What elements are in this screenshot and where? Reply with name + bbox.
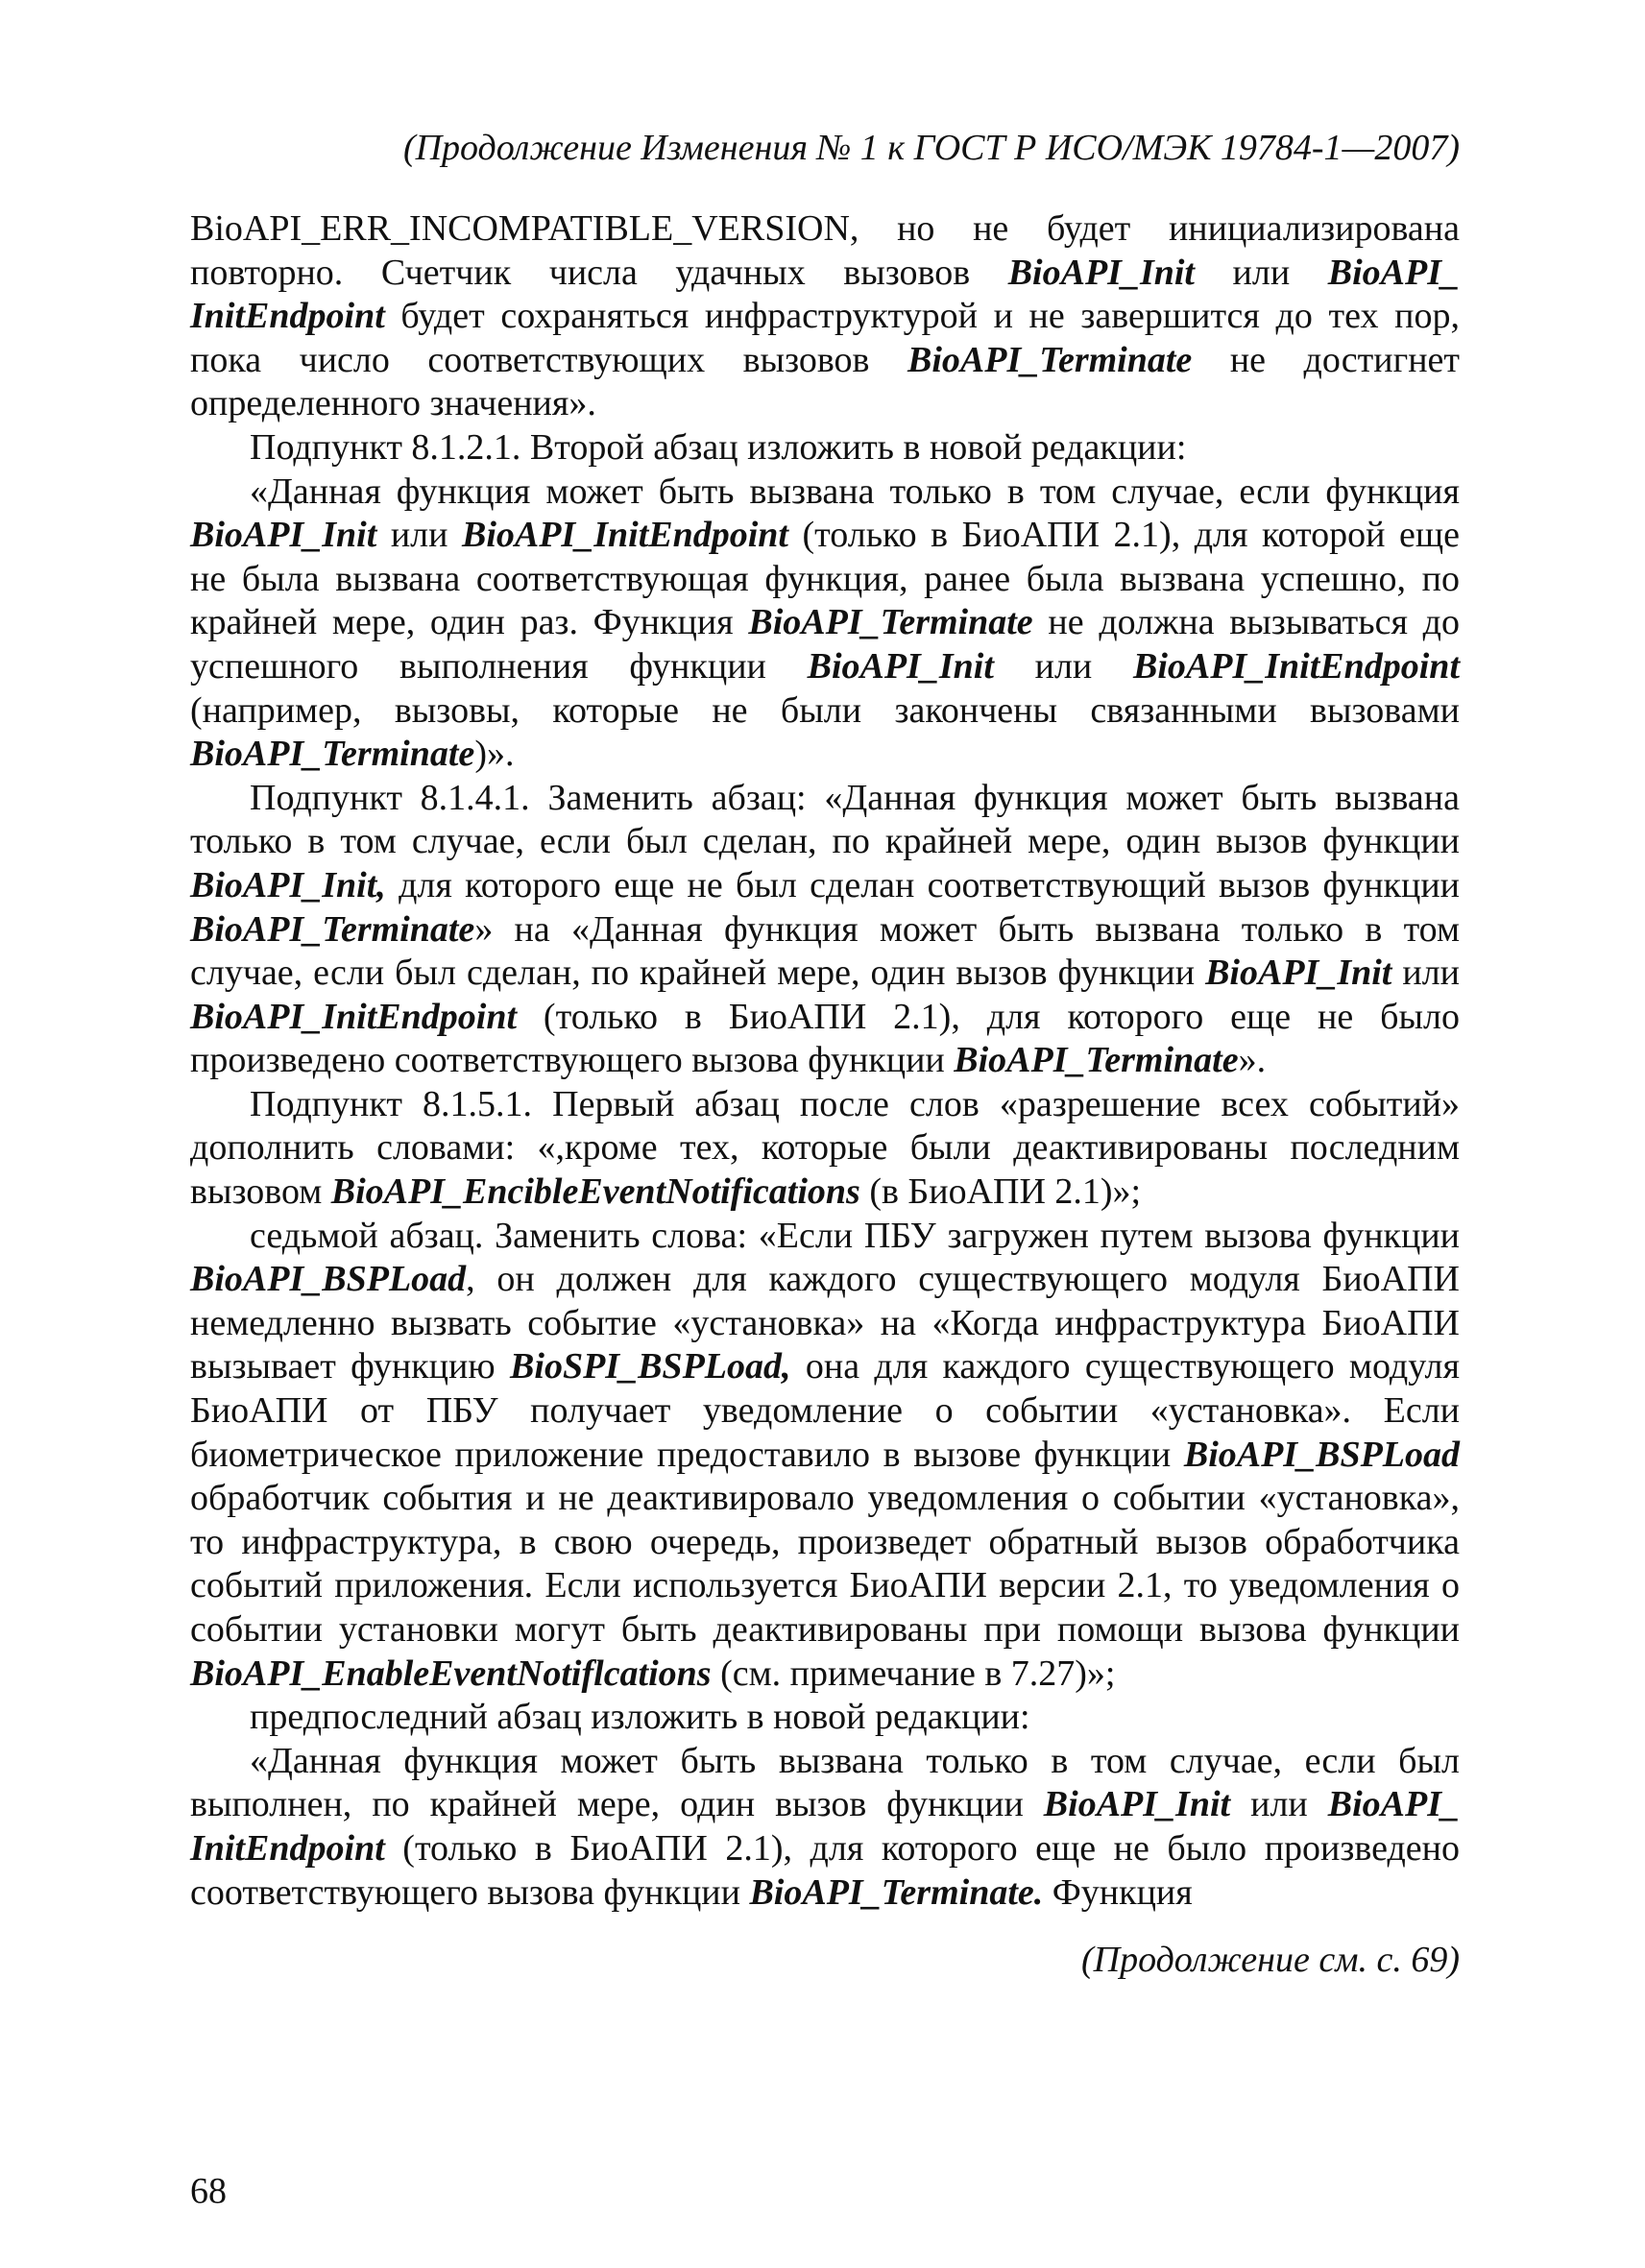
paragraph — [190, 1083, 1460, 1215]
text-segment: «Данная функция может быть вызвана только в том случае, если функция — [250, 470, 1460, 512]
text-segment: «Данная функция может быть вызвана только в том случае, если был выполнен, по крайней мере, один вызов функции — [190, 1740, 1460, 1825]
function-name: BioAPI_Terminate — [190, 908, 475, 950]
text-segment: седьмой абзац. Заменить слова: «Если ПБУ загружен путем вызова функции — [250, 1215, 1460, 1256]
paragraph — [190, 777, 1460, 1083]
continuation-note: (Продолжение см. с. 69) — [1080, 1940, 1460, 1981]
text-segment: )». — [474, 734, 515, 775]
text-segment: ». — [1238, 1040, 1267, 1081]
body-text — [190, 207, 1460, 1915]
text-segment: (только в БиоАПИ 2.1), для которой еще не была вызвана соответствующая функция, ранее была вызвана успешно, по крайней мере, один раз. Функция — [190, 515, 1460, 643]
text-segment: или — [993, 645, 1133, 687]
text-segment: BioAPI_ERR_INCOMPATIBLE_VERSION, но не будет инициализирована повторно. Счетчик числа удачных вызовов — [190, 208, 1460, 293]
paragraph — [190, 1215, 1460, 1697]
function-name: BioAPI_Init — [1205, 953, 1392, 994]
paragraph — [190, 207, 1460, 426]
text-segment: или — [1195, 252, 1328, 293]
text-segment: обработчик события и не деактивировало уведомления о событии «установка», то инфраструктура, в свою очередь, произведет обратный вызов обработчика событий приложения. Если используется БиоАПИ версии 2.1, то уведомления о событии установки могут быть деактивированы при помощи вызова функции — [190, 1478, 1460, 1650]
text-segment: не должна вызываться до успешного выполнения функции — [190, 602, 1460, 687]
function-name: BioAPI_InitEndpoint — [190, 996, 518, 1037]
text-segment: будет сохраняться инфраструктурой и не завершится до тех пор, пока число соответствующих вызовов — [190, 296, 1460, 380]
text-segment: или — [376, 515, 462, 556]
text-segment: (в БиоАПИ 2.1)»; — [859, 1171, 1142, 1213]
page-number: 68 — [190, 2171, 227, 2211]
running-title: (Продолжение Изменения № 1 к ГОСТ Р ИСО/МЭК 19784-1—2007) — [402, 128, 1460, 168]
function-name: BioAPI_Terminate — [190, 734, 475, 775]
paragraph — [190, 1696, 1460, 1740]
text-segment: или — [1230, 1784, 1328, 1825]
text-segment: » на «Данная функция может быть вызвана только в том случае, если был сделан, по крайней мере, один вызов функции — [190, 908, 1460, 994]
function-name: BioAPI_BSPLoad — [1183, 1434, 1460, 1475]
function-name: BioAPI_EnableEventNotiflcations — [190, 1653, 712, 1694]
function-name: BioAPI_Init — [1043, 1784, 1231, 1825]
function-name: BioAPI_Terminate — [907, 339, 1193, 380]
function-name: BioAPI_Terminate — [954, 1040, 1239, 1081]
text-segment: предпоследний абзац изложить в новой редакции: — [250, 1697, 1030, 1738]
function-name: BioAPI_Init — [807, 645, 994, 687]
function-name: BioAPI_ InitEndpoint — [190, 1784, 1460, 1869]
function-name: BioAPI_Terminate. — [749, 1871, 1044, 1913]
text-segment: или — [1391, 953, 1461, 994]
text-segment: (например, вызовы, которые не были закончены связанными вызовами — [190, 689, 1460, 731]
function-name: BioAPI_EncibleEventNotifications — [330, 1171, 860, 1213]
function-name: BioAPI_Terminate — [748, 602, 1033, 643]
function-name: BioAPI_Init — [1007, 252, 1195, 293]
text-segment: , он должен для каждого существующего модуля БиоАПИ немедленно вызвать событие «установка» на «Когда инфраструктура БиоАПИ вызывает функцию — [190, 1259, 1460, 1387]
paragraph — [190, 1740, 1460, 1915]
paragraph — [190, 470, 1460, 777]
function-name: BioAPI_BSPLoad — [190, 1259, 467, 1300]
document-page — [190, 123, 1461, 2211]
text-segment: не достигнет определенного значения». — [190, 339, 1461, 424]
text-segment: Функция — [1043, 1871, 1193, 1913]
function-name: BioAPI_InitEndpoint — [1132, 645, 1460, 687]
text-segment: Подпункт 8.1.5.1. Первый абзац после слов «разрешение всех событий» дополнить словами: «,кроме тех, которые были деактивированы последним вызовом — [190, 1083, 1460, 1213]
text-segment: (только в БиоАПИ 2.1), для которого еще не было произведено соответствующего вызова функции — [190, 996, 1460, 1081]
function-name: BioAPI_Init — [190, 515, 377, 556]
text-segment: Подпункт 8.1.4.1. Заменить абзац: «Данная функция может быть вызвана только в том случае, если был сделан, по крайней мере, один вызов функции — [190, 777, 1460, 862]
paragraph — [190, 426, 1460, 470]
function-name: BioAPI_Init, — [190, 864, 386, 905]
text-segment: (только в БиоАПИ 2.1), для которого еще не было произведено соответствующего вызова функции — [190, 1827, 1460, 1913]
text-segment: для которого еще не был сделан соответствующий вызов функции — [385, 864, 1460, 905]
function-name: BioAPI_InitEndpoint — [461, 515, 788, 556]
text-segment: она для каждого существующего модуля БиоАПИ от ПБУ получает уведомление о событии «установка». Если биометрическое приложение предоставило в вызове функции — [190, 1346, 1460, 1475]
function-name: BioAPI_ InitEndpoint — [190, 252, 1461, 337]
text-segment: Подпункт 8.1.2.1. Второй абзац изложить в новой редакции: — [250, 426, 1187, 468]
text-segment: (см. примечание в 7.27)»; — [711, 1653, 1116, 1694]
function-name: BioSPI_BSPLoad, — [510, 1346, 791, 1387]
